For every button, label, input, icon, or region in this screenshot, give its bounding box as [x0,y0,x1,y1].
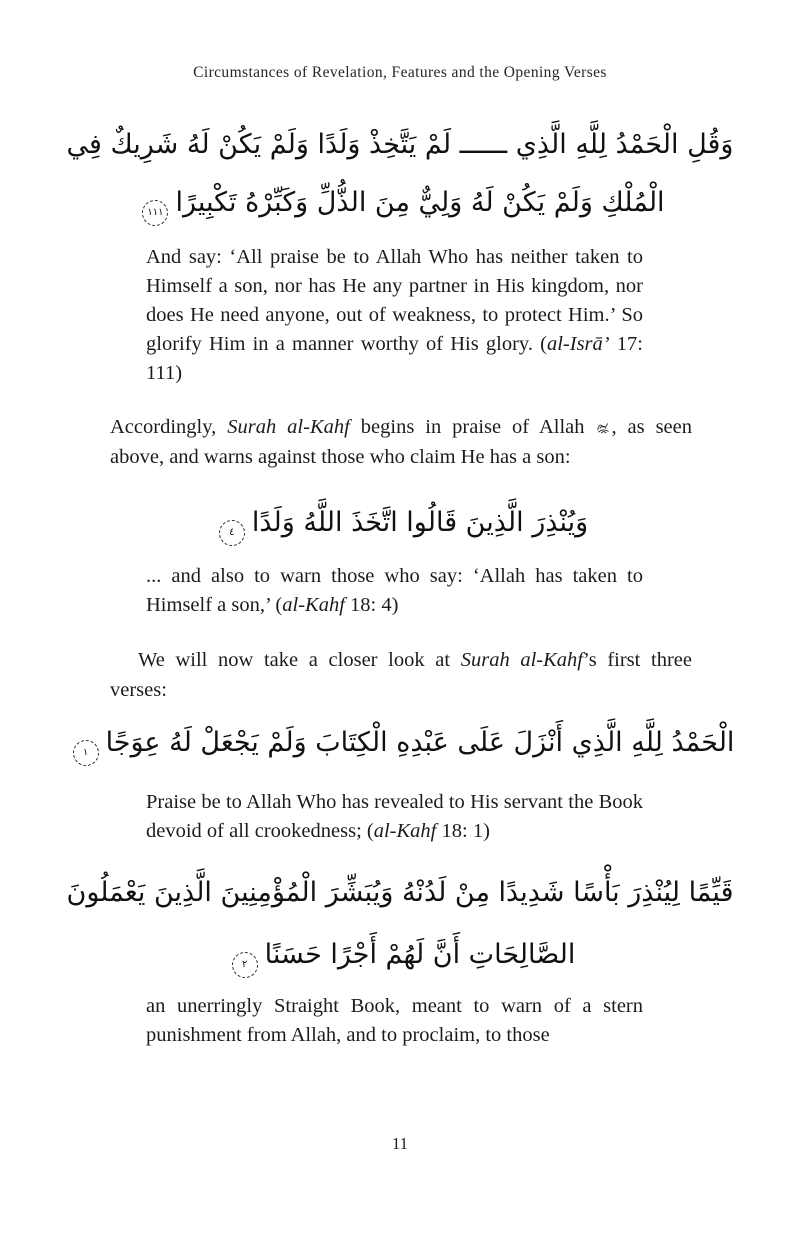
allah-honorific-seal-icon [595,415,611,430]
verse-translation-4 [146,992,643,1050]
arabic-verse-text: الصَّالِحَاتِ أَنَّ لَهُمْ أَجْرًا حَسَنًا [264,939,576,970]
citation-surah-name: al-Isrā’ [546,333,610,355]
arabic-verse-text: الْمُلْكِ وَلَمْ يَكُنْ لَهُ وَلِيٌّ مِنَ الذُّلِّ وَكَبِّرْهُ تَكْبِيرًا [175,187,665,218]
paragraph-text: Accordingly, [110,416,228,438]
quran-verse-3 [60,714,740,772]
quran-verse-4 [60,862,740,986]
ayah-end-marker: ٤ [219,520,245,546]
citation-surah-name: al-Kahf [373,820,437,842]
surah-name-italic: Surah al-Kahf [227,416,350,438]
arabic-verse-text: الْحَمْدُ لِلَّهِ الَّذِي أَنْزَلَ عَلَى عَبْدِهِ الْكِتَابَ وَلَمْ يَجْعَلْ لَهُ عِوَجًا [105,727,735,758]
ayah-end-marker: ١ [73,740,99,766]
paragraph-text: We will now take a closer look at [138,649,461,671]
paragraph-text: , as seen above, and warns against those who claim He has a son: [110,416,693,468]
paragraph-accordingly [110,413,692,472]
translation-text: ... and also to warn those who say: ‘Allah has taken to Himself a son,’ ( [146,565,643,616]
paragraph-closer-look [110,646,692,705]
translation-text: an unerringly Straight Book, meant to warn of a stern punishment from Allah, and to proclaim, to those [146,995,643,1046]
verse-translation-3 [146,788,643,846]
ayah-end-marker: ١١١ [142,200,168,226]
quran-verse-2 [60,494,740,552]
citation-reference: 17: 111) [146,333,643,384]
translation-text: Praise be to Allah Who has revealed to His servant the Book devoid of all crookedness; ( [146,791,643,842]
arabic-verse-line [60,924,740,986]
arabic-verse-text: وَيُنْذِرَ الَّذِينَ قَالُوا اتَّخَذَ اللَّهُ وَلَدًا [251,507,589,538]
paragraph-text: begins in praise of Allah [349,416,596,438]
citation-surah-name: al-Kahf [282,594,345,616]
page-number: 11 [391,1134,409,1153]
arabic-verse-line [60,494,740,552]
arabic-verse-line: قَيِّمًا لِيُنْذِرَ بَأْسًا شَدِيدًا مِنْ لَدُنْهُ وَيُبَشِّرَ الْمُؤْمِنِينَ الَّذِينَ يَعْمَلُونَ [66,877,734,908]
citation-reference: 18: 4) [344,594,399,616]
running-header: Circumstances of Revelation, Features and the Opening Verses [193,64,607,81]
paragraph-text: ’s first three verses: [110,649,692,701]
surah-name-italic: Surah al-Kahf [460,649,583,671]
arabic-verse-line [60,174,740,232]
verse-translation-2 [146,562,643,620]
translation-text: And say: ‘All praise be to Allah Who has neither taken to Himself a son, nor has He any partner in His kingdom, nor does He need anyone, out of weakness, to protect Him.’ So glorify Him in a manner worthy of His glory. ( [146,246,643,355]
citation-reference: 18: 1) [436,820,490,842]
ayah-end-marker: ٢ [232,952,258,978]
arabic-verse-line [60,714,740,772]
arabic-verse-line: وَقُلِ الْحَمْدُ لِلَّهِ الَّذِي ــــــ لَمْ يَتَّخِذْ وَلَدًا وَلَمْ يَكُنْ لَهُ شَرِيكٌ فِي [66,129,734,160]
quran-verse-1 [60,116,740,232]
verse-translation-1 [146,243,643,388]
